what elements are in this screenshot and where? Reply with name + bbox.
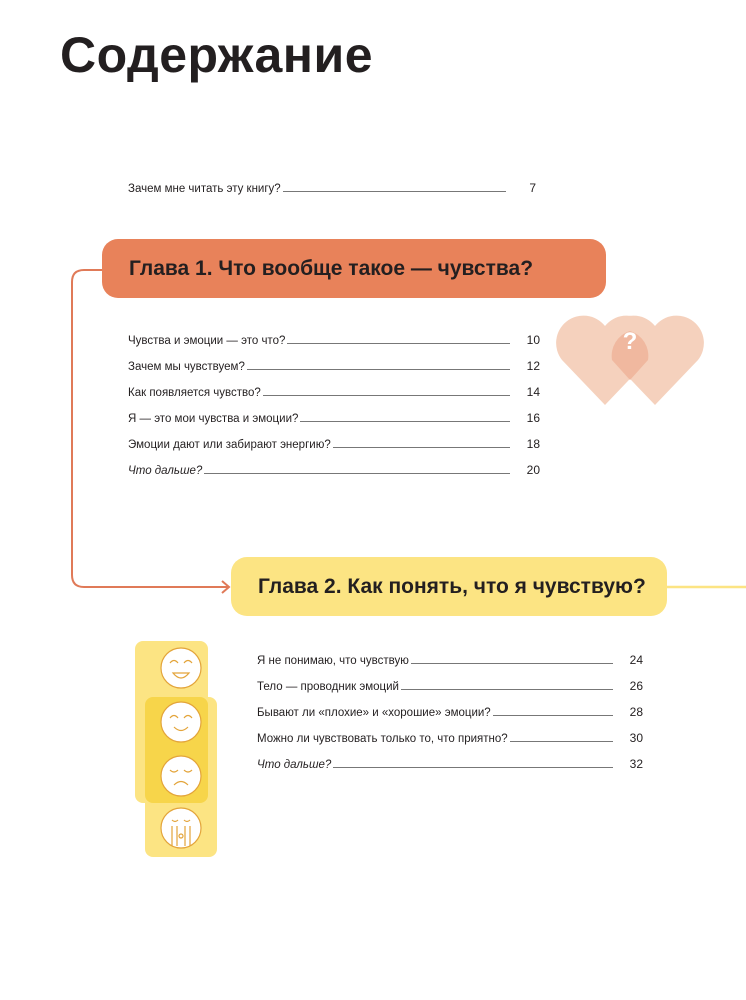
toc-entry-label: Можно ли чувствовать только то, что приятно? [257,733,508,745]
toc-entry-label: Зачем мы чувствуем? [128,361,245,373]
toc-entry-label: Что дальше? [257,759,332,771]
toc-entry[interactable] [128,433,540,451]
toc-entry-page: 14 [526,385,540,399]
toc-entry-label: Чувства и эмоции — это что? [128,335,286,347]
leader-line [401,689,613,690]
toc-entry-page: 18 [526,437,540,451]
toc-entry-page: 16 [526,411,540,425]
leader-line [333,767,613,768]
toc-entry-label: Зачем мне читать эту книгу? [128,183,281,195]
emotion-scale-icon [135,641,217,857]
toc-entry[interactable] [128,381,540,399]
leader-line [287,343,510,344]
toc-entry-label: Эмоции дают или забирают энергию? [128,439,331,451]
leader-line [204,473,510,474]
toc-entry[interactable] [128,329,540,347]
toc-entry-page: 32 [629,757,643,771]
toc-entry-page: 20 [526,463,540,477]
toc-entry-label: Бывают ли «плохие» и «хорошие» эмоции? [257,707,491,719]
toc-entry[interactable] [257,753,643,771]
toc-entry-intro[interactable] [128,177,536,195]
toc-entry-page: 26 [629,679,643,693]
toc-entry-label: Что дальше? [128,465,203,477]
toc-entry-label: Я — это мои чувства и эмоции? [128,413,299,425]
toc-entry-page: 28 [629,705,643,719]
chapter-2-title: Глава 2. Как понять, что я чувствую? [258,574,646,598]
toc-entry-page: 24 [629,653,643,667]
toc-entry-label: Как появляется чувство? [128,387,261,399]
chapter-1-banner[interactable] [102,239,606,298]
chapter-1-title: Глава 1. Что вообще такое — чувства? [129,256,534,280]
toc-entry-page: 30 [629,731,643,745]
toc-entry-page: 10 [526,333,540,347]
leader-line [333,447,510,448]
leader-line [300,421,510,422]
page-title: Содержание [60,27,374,83]
toc-entry[interactable] [128,459,540,477]
chapter-2-banner[interactable] [231,557,667,616]
toc-entry[interactable] [257,727,643,745]
connector-line [72,270,229,587]
question-mark: ? [622,328,638,355]
toc-entry[interactable] [128,355,540,373]
toc-entry-page: 7 [529,181,536,195]
toc-entry-label: Я не понимаю, что чувствую [257,655,409,667]
leader-line [247,369,510,370]
toc-entry[interactable] [257,701,643,719]
toc-entry-page: 12 [526,359,540,373]
leader-line [263,395,510,396]
leader-line [411,663,613,664]
toc-entry[interactable] [257,649,643,667]
leader-line [510,741,613,742]
toc-entry-label: Тело — проводник эмоций [257,681,399,693]
toc-entry[interactable] [257,675,643,693]
leader-line [493,715,613,716]
toc-entry[interactable] [128,407,540,425]
leader-line [283,191,506,192]
